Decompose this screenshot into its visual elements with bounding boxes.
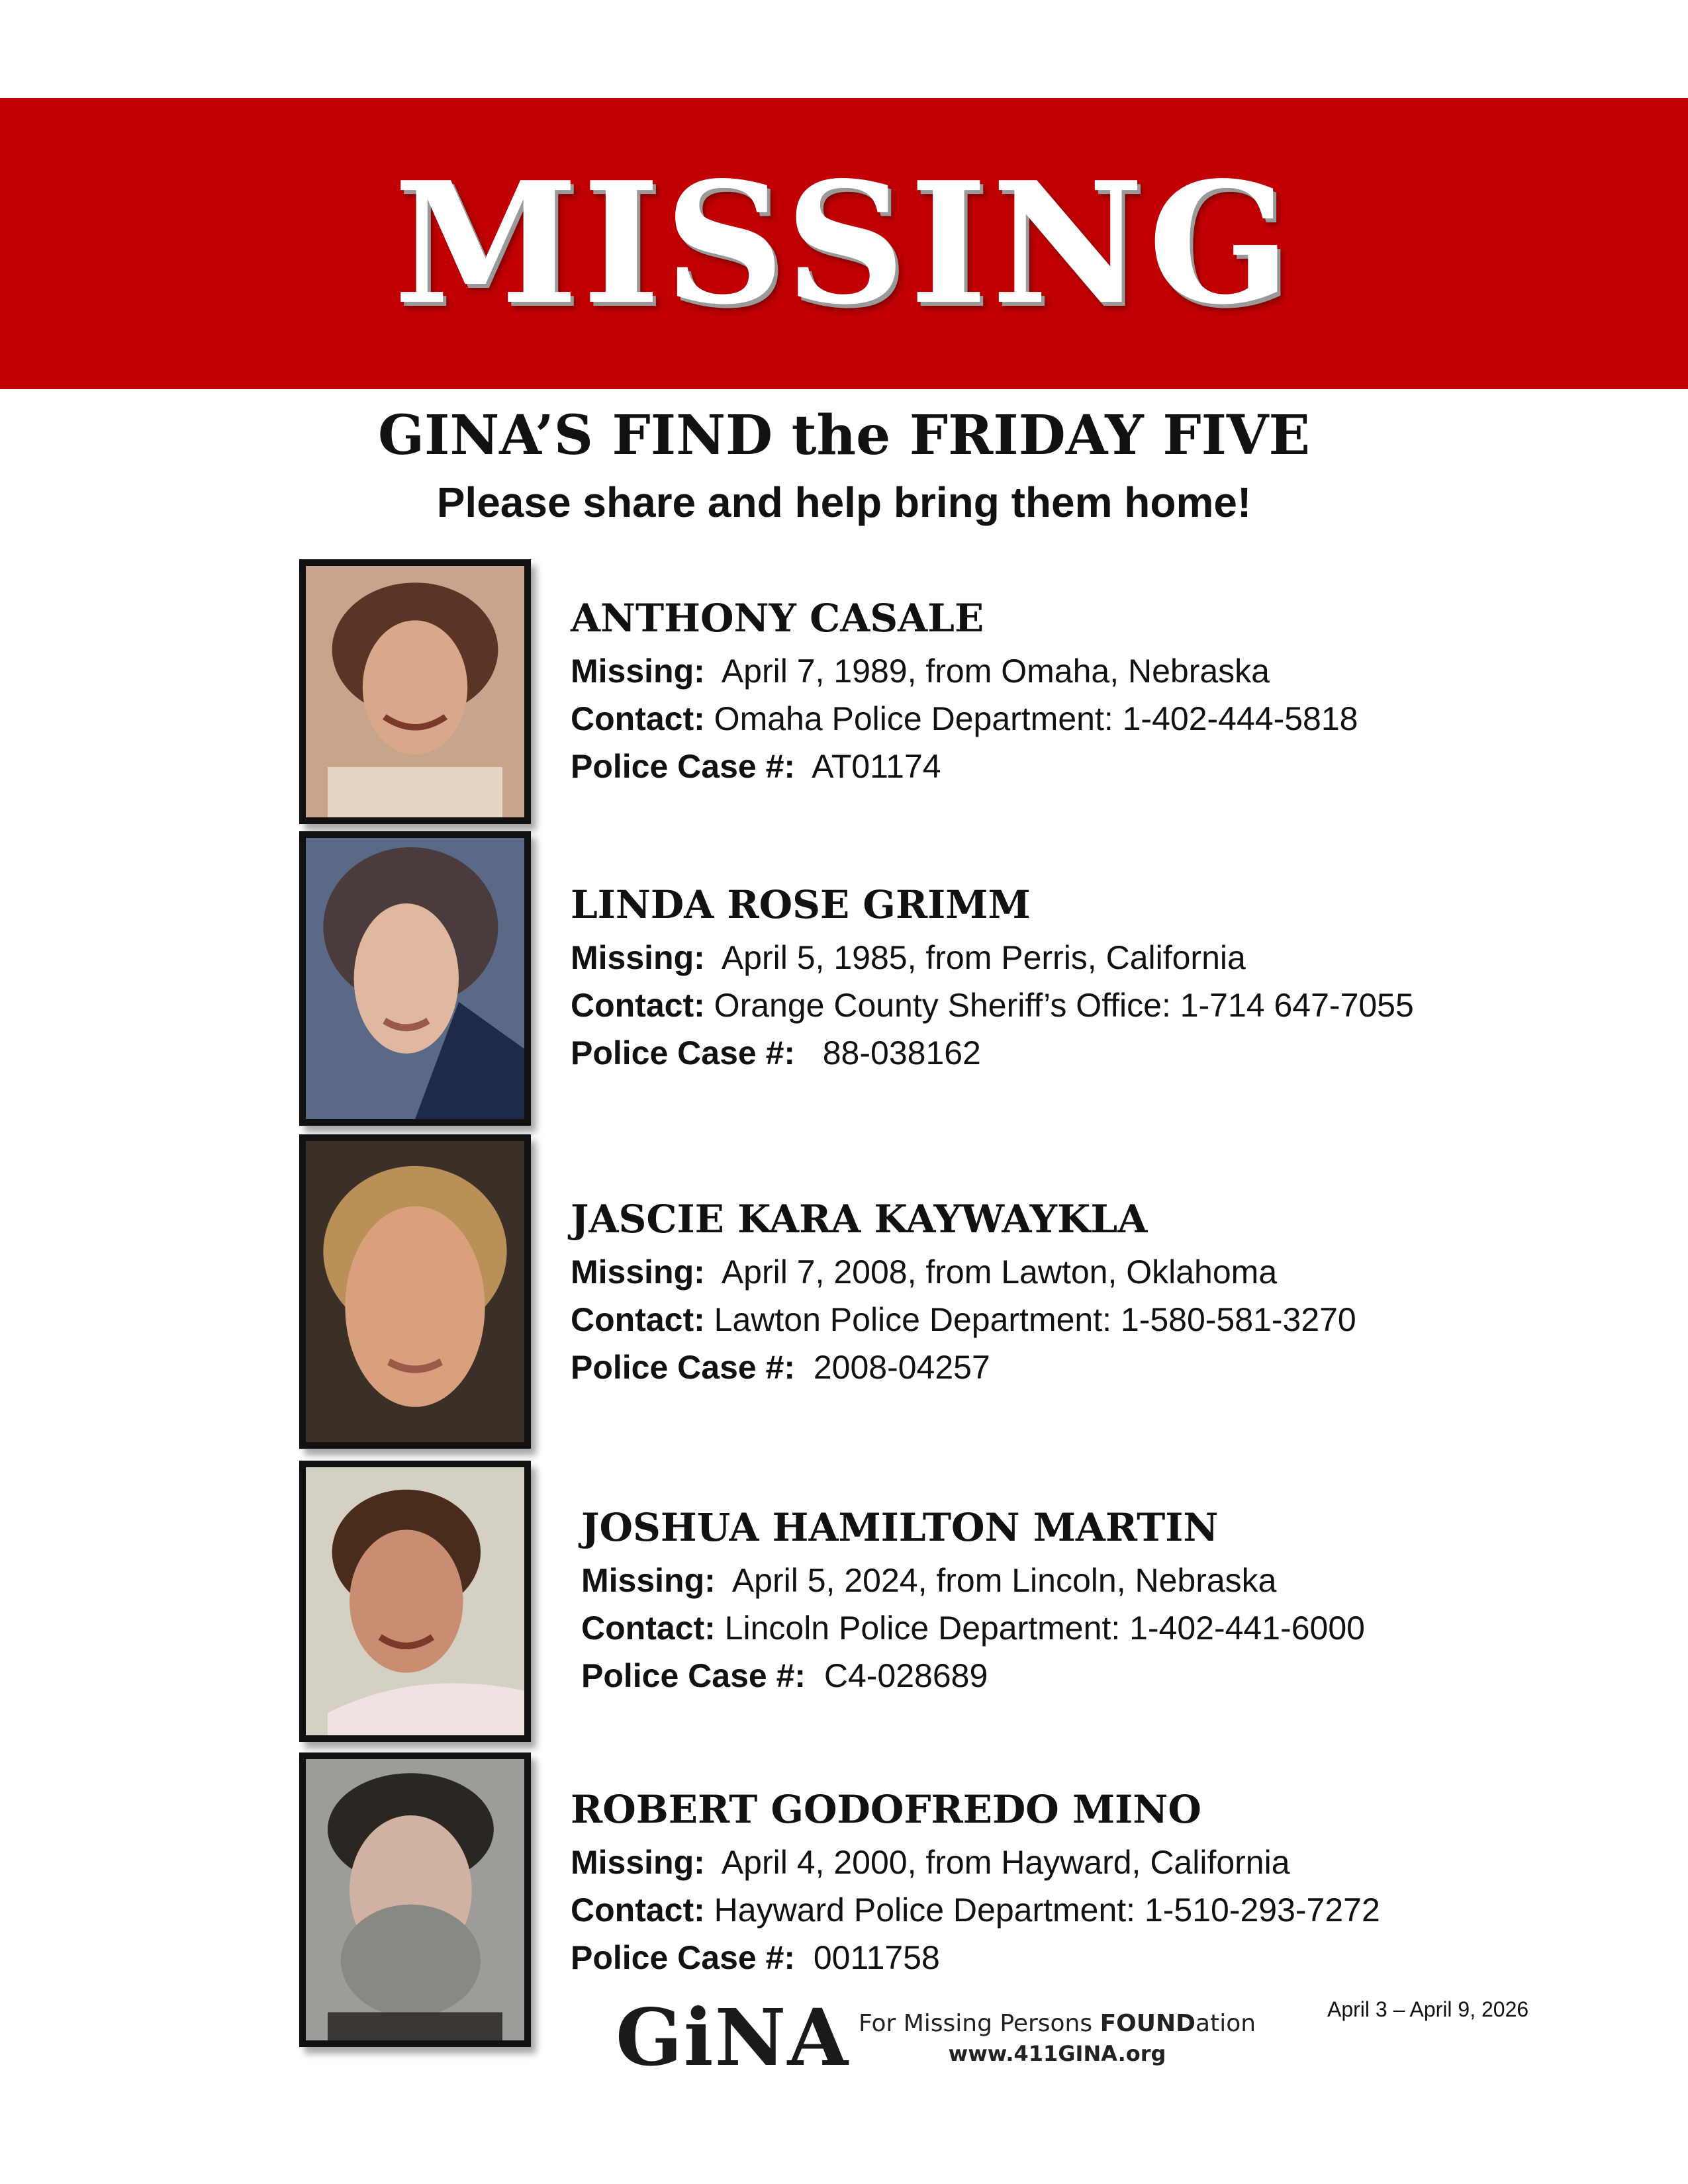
person-card-2 bbox=[571, 882, 1414, 1077]
poster-tagline: Please share and help bring them home! bbox=[436, 478, 1252, 526]
contact-value: Hayward Police Department: 1-510-293-7272 bbox=[714, 1891, 1380, 1929]
missing-line bbox=[571, 1839, 1380, 1886]
contact-label: Contact: bbox=[581, 1610, 716, 1647]
contact-line bbox=[571, 1296, 1356, 1343]
person-name: JOSHUA HAMILTON MARTIN bbox=[581, 1505, 1219, 1550]
missing-line bbox=[571, 934, 1414, 981]
foundation-name-suffix: ation bbox=[1196, 2009, 1256, 2037]
case-label: Police Case #: bbox=[571, 748, 796, 785]
contact-value: Lawton Police Department: 1-580-581-3270 bbox=[714, 1301, 1356, 1338]
photo-person-1 bbox=[299, 559, 531, 824]
person-card-4 bbox=[581, 1505, 1365, 1700]
missing-value: April 4, 2000, from Hayward, California bbox=[721, 1844, 1290, 1881]
case-label: Police Case #: bbox=[571, 1349, 796, 1386]
contact-line bbox=[581, 1604, 1365, 1652]
case-label: Police Case #: bbox=[571, 1034, 796, 1071]
logo-text bbox=[859, 2010, 1256, 2066]
case-line bbox=[571, 1934, 1380, 1981]
person-card-1 bbox=[571, 596, 1358, 790]
case-line bbox=[571, 1343, 1356, 1391]
contact-label: Contact: bbox=[571, 700, 705, 737]
case-value: C4-028689 bbox=[823, 1657, 988, 1694]
missing-banner bbox=[0, 98, 1688, 389]
case-value: AT01174 bbox=[812, 748, 941, 785]
contact-label: Contact: bbox=[571, 987, 705, 1024]
contact-value: Lincoln Police Department: 1-402-441-6000 bbox=[724, 1610, 1365, 1647]
poster-subtitle: GINA’S FIND the FRIDAY FIVE bbox=[377, 404, 1311, 467]
photo-person-5 bbox=[299, 1752, 531, 2047]
missing-line bbox=[571, 647, 1358, 695]
contact-value: Orange County Sheriff’s Office: 1-714 647-7055 bbox=[714, 987, 1414, 1024]
case-line bbox=[571, 743, 1358, 790]
missing-label: Missing: bbox=[571, 939, 705, 976]
missing-line bbox=[571, 1248, 1356, 1296]
contact-line bbox=[571, 981, 1414, 1029]
website-link[interactable]: www.411GINA.org bbox=[948, 2040, 1166, 2066]
missing-label: Missing: bbox=[571, 653, 705, 690]
photo-person-2 bbox=[299, 831, 531, 1126]
contact-label: Contact: bbox=[571, 1301, 705, 1338]
person-name: ANTHONY CASALE bbox=[571, 596, 984, 641]
case-value: 88-038162 bbox=[822, 1034, 981, 1071]
person-card-3 bbox=[571, 1197, 1356, 1391]
case-value: 0011758 bbox=[813, 1939, 940, 1976]
foundation-name bbox=[859, 2010, 1256, 2037]
case-line bbox=[581, 1652, 1365, 1700]
case-label: Police Case #: bbox=[571, 1939, 796, 1976]
gina-logo-mark: GiNA bbox=[616, 1991, 850, 2083]
photo-person-3 bbox=[299, 1134, 531, 1449]
missing-line bbox=[581, 1557, 1365, 1604]
missing-label: Missing: bbox=[581, 1562, 716, 1599]
person-name: LINDA ROSE GRIMM bbox=[571, 882, 1031, 927]
missing-label: Missing: bbox=[571, 1253, 705, 1291]
case-label: Police Case #: bbox=[581, 1657, 806, 1694]
missing-value: April 5, 2024, from Lincoln, Nebraska bbox=[731, 1562, 1277, 1599]
person-card-5 bbox=[571, 1787, 1380, 1981]
missing-label: Missing: bbox=[571, 1844, 705, 1881]
contact-label: Contact: bbox=[571, 1891, 705, 1929]
missing-value: April 7, 1989, from Omaha, Nebraska bbox=[721, 653, 1270, 690]
banner-title: MISSING bbox=[393, 146, 1295, 341]
contact-line bbox=[571, 1886, 1380, 1934]
missing-value: April 5, 1985, from Perris, California bbox=[721, 939, 1246, 976]
photo-person-4 bbox=[299, 1461, 531, 1742]
date-range: April 3 – April 9, 2026 bbox=[1327, 1997, 1529, 2021]
contact-line bbox=[571, 695, 1358, 743]
gina-foundation-logo bbox=[616, 1991, 1256, 2083]
case-line bbox=[571, 1029, 1414, 1077]
missing-value: April 7, 2008, from Lawton, Oklahoma bbox=[721, 1253, 1278, 1291]
person-name: ROBERT GODOFREDO MINO bbox=[571, 1787, 1201, 1832]
person-name: JASCIE KARA KAYWAYKLA bbox=[571, 1197, 1148, 1242]
contact-value: Omaha Police Department: 1-402-444-5818 bbox=[714, 700, 1358, 737]
case-value: 2008-04257 bbox=[813, 1349, 990, 1386]
foundation-name-strong: FOUND bbox=[1100, 2009, 1196, 2037]
foundation-name-prefix: For Missing Persons bbox=[859, 2009, 1100, 2037]
